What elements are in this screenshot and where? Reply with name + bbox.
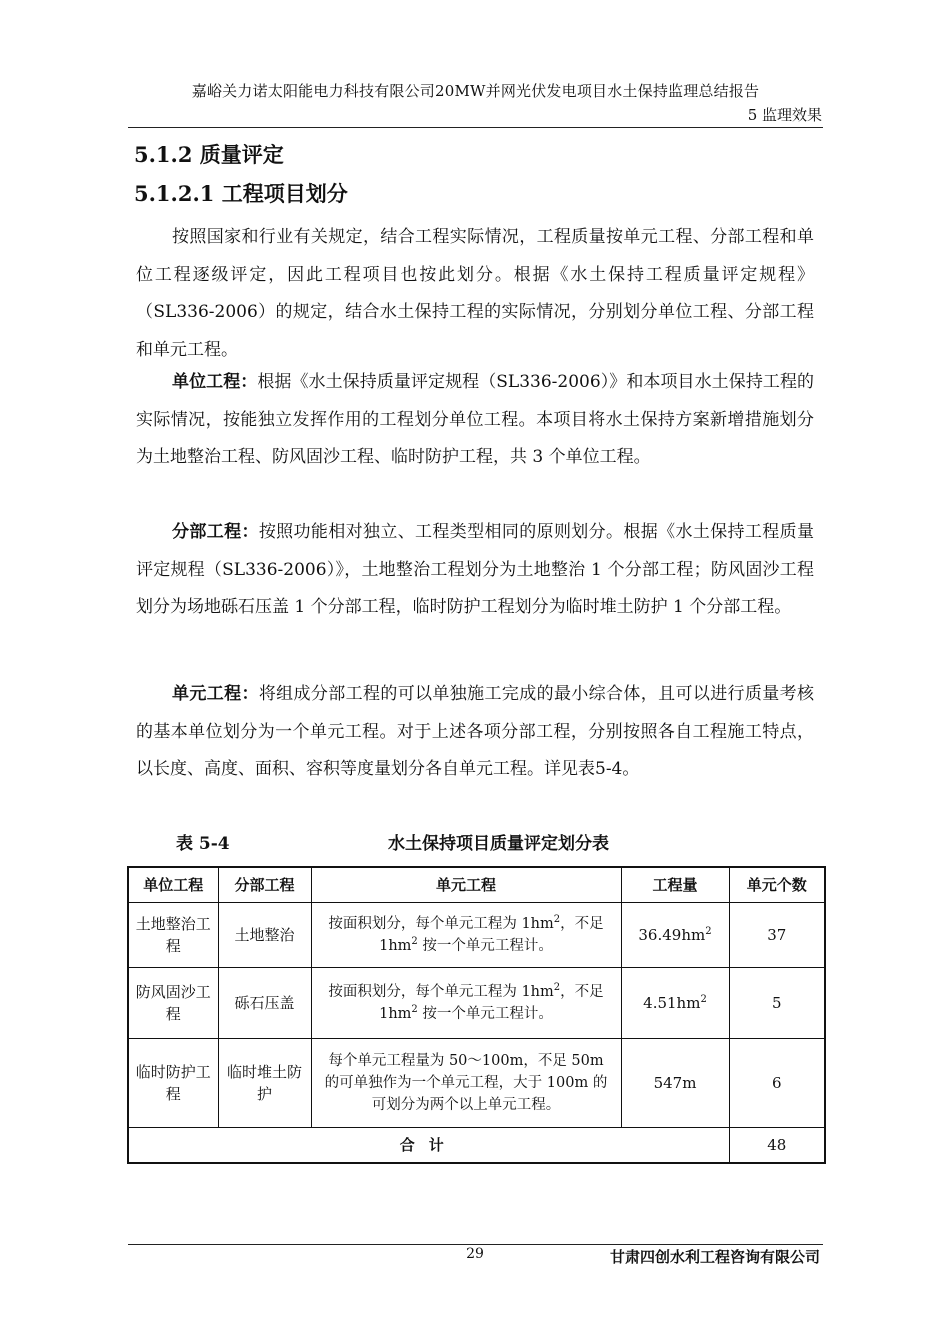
header-division-project: 分部工程 bbox=[218, 867, 311, 903]
header-chapter: 5 监理效果 bbox=[747, 106, 822, 124]
intro-paragraph: 按照国家和行业有关规定，结合工程实际情况，工程质量按单元工程、分部工程和单位工程逐级评定，因此工程项目也按此划分。根据《水土保持工程质量评定规程》（SL336-2006）的规定，结合水土保持工程的实际情况，分别划分单位工程、分部工程和单元工程。 bbox=[136, 227, 814, 360]
cell-count: 37 bbox=[729, 903, 825, 968]
header-divider bbox=[128, 127, 823, 128]
table-header-row bbox=[128, 867, 825, 903]
division-project-term: 分部工程： bbox=[172, 522, 259, 542]
table-number: 表 5-4 bbox=[176, 834, 230, 854]
header-unit-project: 单位工程 bbox=[128, 867, 218, 903]
element-project-text: 将组成分部工程的可以单独施工完成的最小综合体，且可以进行质量考核的基本单位划分为一个单元工程。对于上述各项分部工程，分别按照各自工程施工特点，以长度、高度、面积、容积等度量划分各自单元工程。详见表5-4。 bbox=[136, 684, 815, 779]
division-project-paragraph bbox=[136, 514, 814, 627]
table-total-row bbox=[128, 1128, 825, 1164]
unit-project-paragraph bbox=[136, 364, 814, 477]
subsection-heading: 5.1.2.1 工程项目划分 bbox=[134, 181, 348, 206]
cell-unit: 临时防护工程 bbox=[128, 1039, 218, 1128]
section-heading: 5.1.2 质量评定 bbox=[134, 142, 284, 167]
table-row bbox=[128, 903, 825, 968]
cell-division: 土地整治 bbox=[218, 903, 311, 968]
unit-project-term: 单位工程： bbox=[172, 372, 258, 392]
cell-quantity: $36.49hm^2$ bbox=[621, 903, 729, 968]
element-project-term: 单元工程： bbox=[172, 684, 259, 704]
report-header-title: 嘉峪关力诺太阳能电力科技有限公司20MW并网光伏发电项目水土保持监理总结报告 bbox=[191, 82, 760, 100]
quality-division-table bbox=[127, 866, 826, 1164]
table-row bbox=[128, 968, 825, 1039]
header-quantity: 工程量 bbox=[621, 867, 729, 903]
total-count: 48 bbox=[729, 1128, 825, 1164]
footer-organization: 甘肃四创水利工程咨询有限公司 bbox=[609, 1248, 820, 1266]
cell-quantity: $4.51hm^2$ bbox=[621, 968, 729, 1039]
cell-element-desc: 每个单元工程量为 50～100m，不足 50m 的可单独作为一个单元工程，大于 100m 的可划分为两个以上单元工程。 bbox=[311, 1039, 621, 1128]
cell-division: 临时堆土防护 bbox=[218, 1039, 311, 1128]
table-row bbox=[128, 1039, 825, 1128]
cell-division: 砾石压盖 bbox=[218, 968, 311, 1039]
cell-quantity: 547m bbox=[621, 1039, 729, 1128]
header-element-count: 单元个数 bbox=[729, 867, 825, 903]
cell-element-desc: 按面积划分，每个单元工程为 $1hm^2$，不足 $1hm^2$ 按一个单元工程计。 bbox=[311, 968, 621, 1039]
element-project-paragraph bbox=[136, 676, 814, 789]
cell-count: 6 bbox=[729, 1039, 825, 1128]
table-title: 水土保持项目质量评定划分表 bbox=[388, 834, 609, 854]
cell-element-desc: 按面积划分，每个单元工程为 $1hm^2$，不足 $1hm^2$ 按一个单元工程计。 bbox=[311, 903, 621, 968]
cell-count: 5 bbox=[729, 968, 825, 1039]
page-number: 29 bbox=[466, 1246, 484, 1262]
unit-project-text: 根据《水土保持质量评定规程（SL336-2006）》和本项目水土保持工程的实际情况，按能独立发挥作用的工程划分单位工程。本项目将水土保持方案新增措施划分为土地整治工程、防风固沙工程、临时防护工程，共 3 个单位工程。 bbox=[136, 372, 815, 467]
total-label: 合计 bbox=[128, 1128, 729, 1164]
header-element-project: 单元工程 bbox=[311, 867, 621, 903]
cell-unit: 防风固沙工程 bbox=[128, 968, 218, 1039]
cell-unit: 土地整治工程 bbox=[128, 903, 218, 968]
division-project-text: 按照功能相对独立、工程类型相同的原则划分。根据《水土保持工程质量评定规程（SL336-2006）》，土地整治工程划分为土地整治 1 个分部工程；防风固沙工程划分为场地砾石压盖 1 个分部工程，临时防护工程划分为临时堆土防护 1 个分部工程。 bbox=[136, 522, 815, 617]
footer-divider bbox=[128, 1244, 823, 1245]
